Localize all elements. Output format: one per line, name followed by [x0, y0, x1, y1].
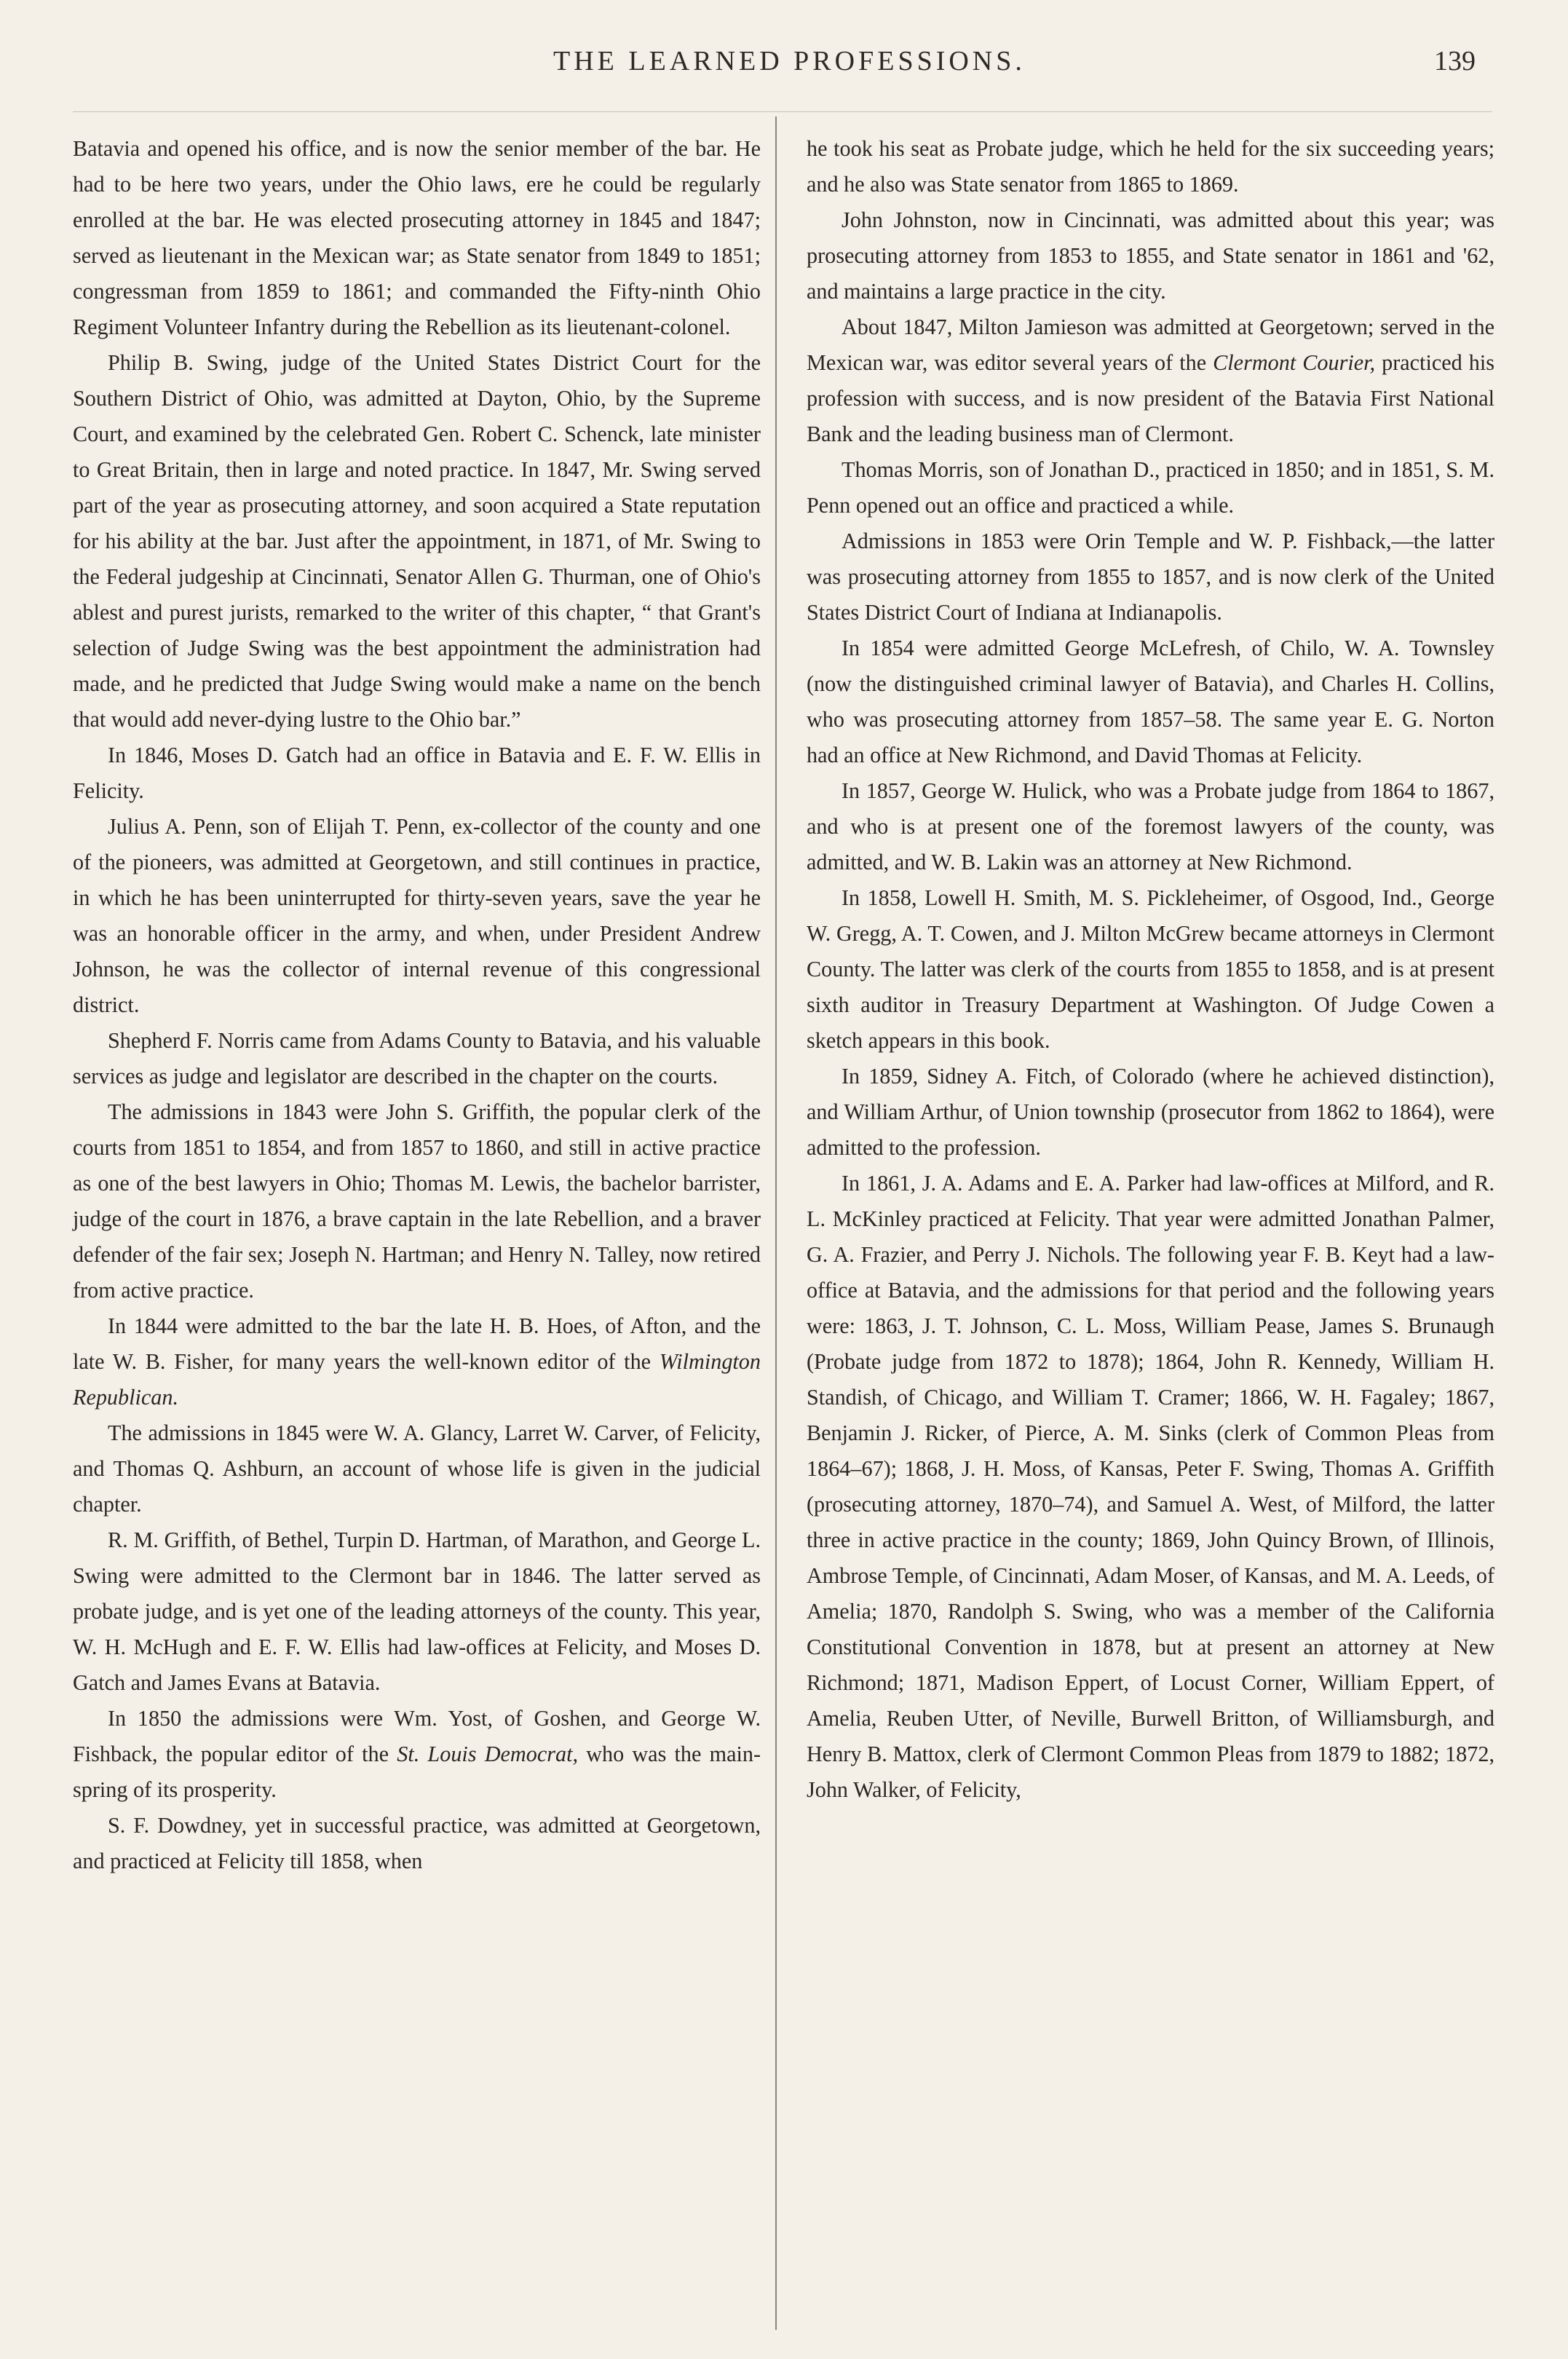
paragraph: In 1859, Sidney A. Fitch, of Colorado (where he achieved distinction), and William Arthur, of Union township (prosecutor from 1862 to 1864), were admitted to the profession. [807, 1064, 1494, 1160]
column-divider [775, 116, 777, 2330]
paragraph-text: practiced his profession with success, and is now president of the Batavia First National Bank and the leading business man of Clermont. [807, 350, 1494, 446]
left-column [73, 131, 761, 1879]
paragraph: S. F. Dowdney, yet in successful practice, was admitted at Georgetown, and practiced at Felicity till 1858, when [73, 1813, 761, 1873]
paragraph: In 1857, George W. Hulick, who was a Probate judge from 1864 to 1867, and who is at present one of the foremost lawyers of the county, was admitted, and W. B. Lakin was an attorney at New Richmond. [807, 778, 1494, 874]
running-head [0, 45, 1568, 89]
paragraph [807, 309, 1494, 452]
page-number: 139 [1434, 46, 1476, 76]
newspaper-title: Clermont Courier, [1213, 350, 1376, 375]
paragraph: R. M. Griffith, of Bethel, Turpin D. Hartman, of Marathon, and George L. Swing were admitted to the Clermont bar in 1846. The latter served as probate judge, and is yet one of the leading attorneys of the county. This year, W. H. McHugh and E. F. W. Ellis had law-offices at Felicity, and Moses D. Gatch and James Evans at Batavia. [73, 1528, 761, 1695]
paragraph: he took his seat as Probate judge, which he held for the six succeeding years; and he also was State senator from 1865 to 1869. [807, 136, 1494, 197]
paragraph [73, 1701, 761, 1808]
paragraph: In 1858, Lowell H. Smith, M. S. Pickleheimer, of Osgood, Ind., George W. Gregg, A. T. Cowen, and J. Milton McGrew became attorneys in Clermont County. The latter was clerk of the courts from 1855 to 1858, and is at present sixth auditor in Treasury Department at Washington. Of Judge Cowen a sketch appears in this book. [807, 885, 1494, 1053]
paragraph: Thomas Morris, son of Jonathan D., practiced in 1850; and in 1851, S. M. Penn opened out an office and practiced a while. [807, 457, 1494, 518]
paragraph: Admissions in 1853 were Orin Temple and W. P. Fishback,—the latter was prosecuting attorney from 1855 to 1857, and is now clerk of the United States District Court of Indiana at Indianapolis. [807, 529, 1494, 625]
right-column [807, 131, 1494, 1808]
paragraph: Julius A. Penn, son of Elijah T. Penn, ex-collector of the county and one of the pioneers, was admitted at Georgetown, and still continues in practice, in which he has been uninterrupted for thirty-seven years, save the year he was an honorable officer in the army, and when, under President Andrew Johnson, he was the collector of internal revenue of this congressional district. [73, 814, 761, 1017]
newspaper-title: Wilmington Republican. [73, 1349, 761, 1410]
paragraph: John Johnston, now in Cincinnati, was admitted about this year; was prosecuting attorney from 1853 to 1855, and State senator in 1861 and '62, and maintains a large practice in the city. [807, 208, 1494, 304]
paragraph-text: About 1847, Milton Jamieson was admitted at Georgetown; served in the Mexican war, was editor several years of the [807, 315, 1494, 375]
paragraph: The admissions in 1843 were John S. Griffith, the popular clerk of the courts from 1851 to 1854, and from 1857 to 1860, and still in active practice as one of the best lawyers in Ohio; Thomas M. Lewis, the bachelor barrister, judge of the court in 1876, a brave captain in the late Rebellion, and a braver defender of the fair sex; Joseph N. Hartman; and Henry N. Talley, now retired from active practice. [73, 1099, 761, 1303]
paragraph-text: who was the main-spring of its prosperity. [73, 1742, 761, 1802]
paragraph: Shepherd F. Norris came from Adams County to Batavia, and his valuable services as judge and legislator are described in the chapter on the courts. [73, 1028, 761, 1088]
running-title: THE LEARNED PROFESSIONS. [553, 46, 1026, 76]
paragraph: In 1854 were admitted George McLefresh, of Chilo, W. A. Townsley (now the distinguished criminal lawyer of Batavia), and Charles H. Collins, who was prosecuting attorney from 1857–58. The same year E. G. Norton had an office at New Richmond, and David Thomas at Felicity. [807, 636, 1494, 767]
paragraph-text: In 1850 the admissions were Wm. Yost, of Goshen, and George W. Fishback, the popular editor of the [73, 1706, 761, 1766]
paragraph: Batavia and opened his office, and is now the senior member of the bar. He had to be here two years, under the Ohio laws, ere he could be regularly enrolled at the bar. He was elected prosecuting attorney in 1845 and 1847; served as lieutenant in the Mexican war; as State senator from 1849 to 1851; congressman from 1859 to 1861; and commanded the Fifty-ninth Ohio Regiment Volunteer Infantry during the Rebellion as its lieutenant-colonel. [73, 136, 761, 339]
paragraph-text: In 1844 were admitted to the bar the late H. B. Hoes, of Afton, and the late W. B. Fisher, for many years the well-known editor of the [73, 1313, 761, 1374]
paragraph [73, 1308, 761, 1415]
paragraph: In 1846, Moses D. Gatch had an office in Batavia and E. F. W. Ellis in Felicity. [73, 743, 761, 803]
paragraph: Philip B. Swing, judge of the United States District Court for the Southern District of Ohio, was admitted at Dayton, Ohio, by the Supreme Court, and examined by the celebrated Gen. Robert C. Schenck, late minister to Great Britain, then in large and noted practice. In 1847, Mr. Swing served part of the year as prosecuting attorney, and soon acquired a State reputation for his ability at the bar. Just after the appointment, in 1871, of Mr. Swing to the Federal judgeship at Cincinnati, Senator Allen G. Thurman, one of Ohio's ablest and purest jurists, remarked to the writer of this chapter, “ that Grant's selection of Judge Swing was the best appointment the administration had made, and he predicted that Judge Swing would make a name on the bench that would add never-dying lustre to the Ohio bar.” [73, 350, 761, 732]
newspaper-title: St. Louis Democrat, [397, 1742, 579, 1766]
paragraph: In 1861, J. A. Adams and E. A. Parker had law-offices at Milford, and R. L. McKinley practiced at Felicity. That year were admitted Jonathan Palmer, G. A. Frazier, and Perry J. Nichols. The following year F. B. Keyt had a law-office at Batavia, and the admissions for that period and the following years were: 1863, J. T. Johnson, C. L. Moss, William Pease, James S. Brunaugh (Probate judge from 1872 to 1878); 1864, John R. Kennedy, William H. Standish, of Chicago, and William T. Cramer; 1866, W. H. Fagaley; 1867, Benjamin J. Ricker, of Pierce, A. M. Sinks (clerk of Common Pleas from 1864–67); 1868, J. H. Moss, of Kansas, Peter F. Swing, Thomas A. Griffith (prosecuting attorney, 1870–74), and Samuel A. West, of Milford, the latter three in active practice in the county; 1869, John Quincy Brown, of Illinois, Ambrose Temple, of Cincinnati, Adam Moser, of Kansas, and M. A. Leeds, of Amelia; 1870, Randolph S. Swing, who was a member of the California Constitutional Convention in 1878, but at present an attorney at New Richmond; 1871, Madison Eppert, of Locust Corner, William Eppert, of Amelia, Reuben Utter, of Neville, Burwell Britton, of Williamsburgh, and Henry B. Mattox, clerk of Clermont Common Pleas from 1879 to 1882; 1872, John Walker, of Felicity, [807, 1171, 1494, 1802]
paragraph: The admissions in 1845 were W. A. Glancy, Larret W. Carver, of Felicity, and Thomas Q. Ashburn, an account of whose life is given in the judicial chapter. [73, 1420, 761, 1517]
header-rule [73, 111, 1492, 112]
